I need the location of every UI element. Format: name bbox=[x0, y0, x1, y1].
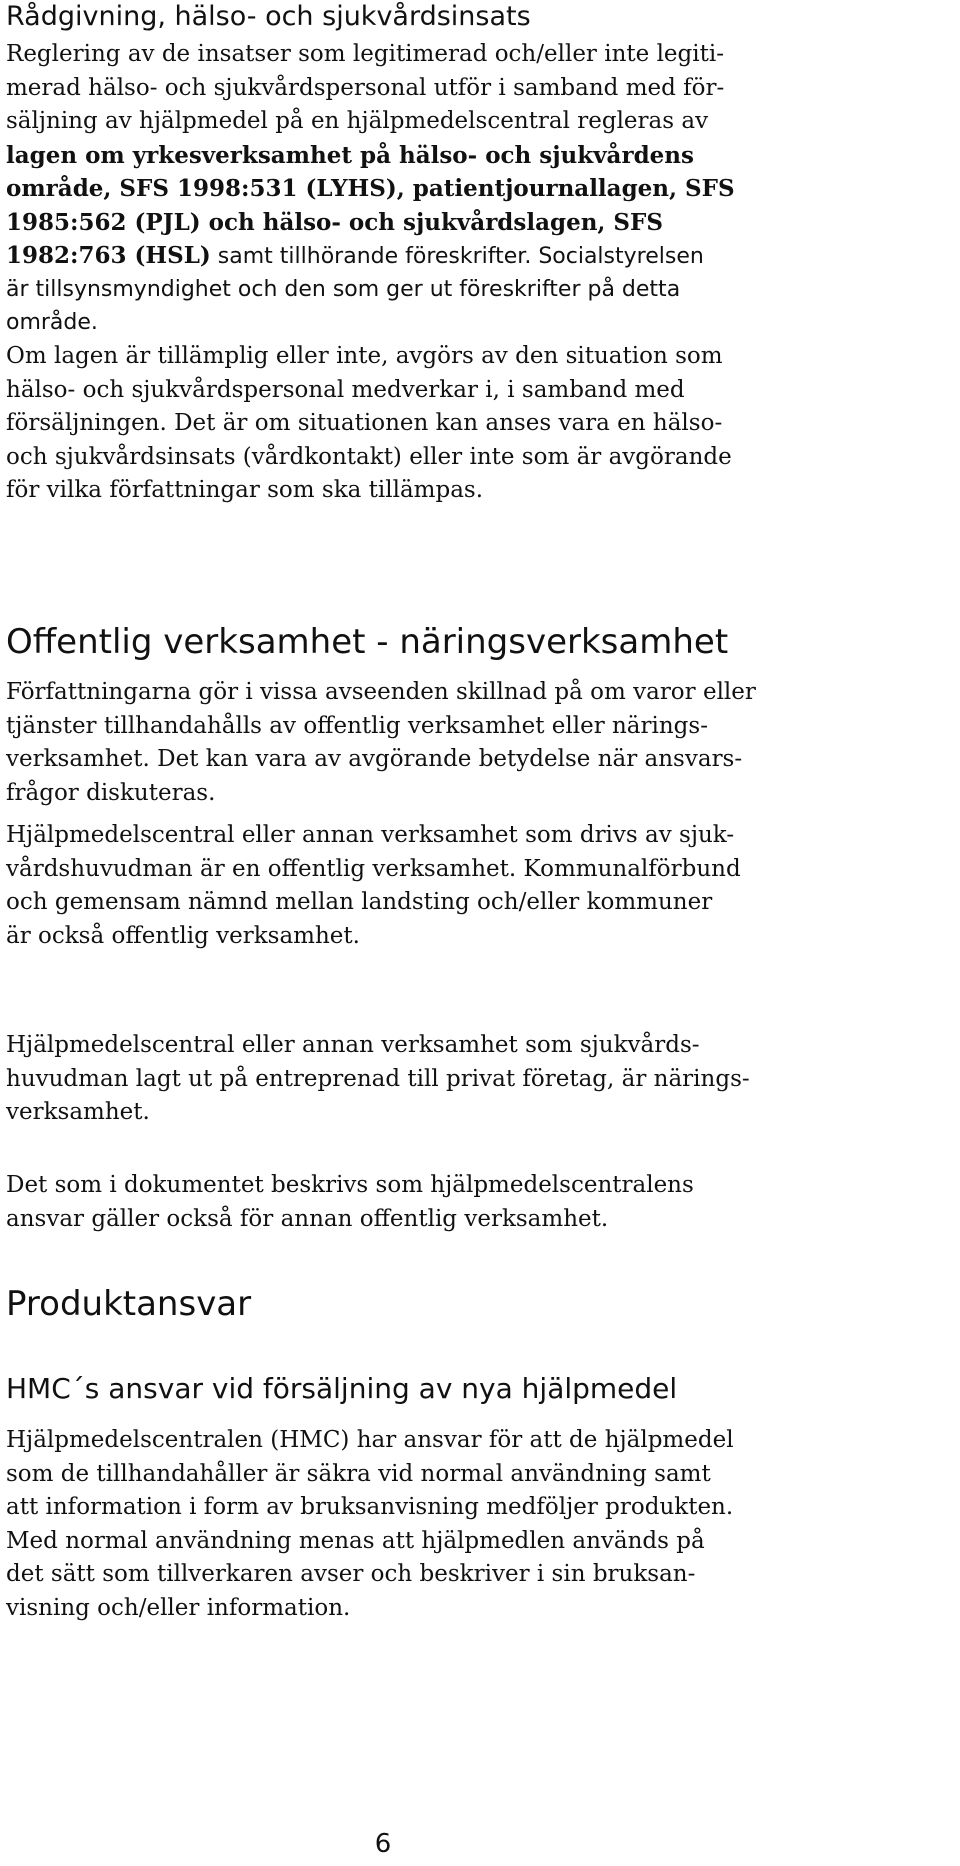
text-line: som de tillhandahåller är säkra vid normal användning samt bbox=[6, 1460, 711, 1487]
paragraph-applicability bbox=[6, 340, 732, 508]
text-line: Det som i dokumentet beskrivs som hjälpmedelscentralens bbox=[6, 1172, 694, 1198]
text-line: Reglering av de insatser som legitimerad och/eller inte legiti- bbox=[6, 41, 724, 67]
text-line: merad hälso- och sjukvårdspersonal utför i samband med för- bbox=[6, 74, 725, 101]
text-line-law-reference: område, SFS 1998:531 (LYHS), patientjournallagen, SFS bbox=[6, 175, 735, 202]
text-line: huvudman lagt ut på entreprenad till privat företag, är närings- bbox=[6, 1065, 750, 1092]
paragraph-hmc-responsibility bbox=[6, 1424, 734, 1625]
text-line: Hjälpmedelscentral eller annan verksamhet som drivs av sjuk- bbox=[6, 822, 735, 848]
text-line: och gemensam nämnd mellan landsting och/eller kommuner bbox=[6, 889, 713, 915]
text-line: försäljningen. Det är om situationen kan anses vara en hälso- bbox=[6, 410, 723, 436]
text-line: frågor diskuteras. bbox=[6, 779, 216, 806]
law-reference-hsl: 1982:763 (HSL) bbox=[6, 242, 211, 269]
text-line: Om lagen är tillämplig eller inte, avgörs av den situation som bbox=[6, 343, 723, 369]
paragraph-contracted-operation bbox=[6, 1029, 750, 1130]
text-line: ansvar gäller också för annan offentlig verksamhet. bbox=[6, 1205, 609, 1232]
text-line: visning och/eller information. bbox=[6, 1594, 351, 1621]
text-line: Författningarna gör i vissa avseenden skillnad på om varor eller bbox=[6, 679, 756, 705]
text-line: Hjälpmedelscentralen (HMC) har ansvar för att de hjälpmedel bbox=[6, 1427, 734, 1453]
text-line: vårdshuvudman är en offentlig verksamhet. Kommunalförbund bbox=[6, 855, 741, 882]
text-line: hälso- och sjukvårdspersonal medverkar i, i samband med bbox=[6, 376, 685, 403]
text-line: det sätt som tillverkaren avser och beskriver i sin bruksan- bbox=[6, 1561, 696, 1587]
text-line-law-reference: lagen om yrkesverksamhet på hälso- och sjukvårdens bbox=[6, 141, 694, 169]
text-line-mixed bbox=[6, 239, 735, 273]
paragraph-regulations-differ bbox=[6, 676, 756, 810]
section-heading-produktansvar: Produktansvar bbox=[6, 1284, 252, 1324]
paragraph-regulation bbox=[6, 38, 735, 340]
text-line: för vilka författningar som ska tillämpas. bbox=[6, 477, 484, 503]
text-fragment: Socialstyrelsen bbox=[531, 244, 704, 269]
text-line: verksamhet. bbox=[6, 1099, 150, 1125]
text-line: verksamhet. Det kan vara av avgörande betydelse när ansvars- bbox=[6, 746, 743, 772]
text-line: tjänster tillhandahålls av offentlig verksamhet eller närings- bbox=[6, 712, 708, 739]
page-number: 6 bbox=[374, 1829, 392, 1859]
text-line: Med normal användning menas att hjälpmedlen används på bbox=[6, 1527, 705, 1554]
text-line: är också offentlig verksamhet. bbox=[6, 922, 360, 949]
paragraph-responsibility-scope bbox=[6, 1169, 694, 1236]
subsection-heading-hmc: HMC´s ansvar vid försäljning av nya hjälpmedel bbox=[6, 1372, 678, 1405]
section-heading-offentlig: Offentlig verksamhet - näringsverksamhet bbox=[6, 622, 729, 662]
text-line: att information i form av bruksanvisning medföljer produkten. bbox=[6, 1494, 734, 1520]
section-heading-radgivning: Rådgivning, hälso- och sjukvårdsinsats bbox=[6, 1, 531, 32]
text-line: Hjälpmedelscentral eller annan verksamhet som sjukvårds- bbox=[6, 1032, 700, 1058]
text-line: och sjukvårdsinsats (vårdkontakt) eller inte som är avgörande bbox=[6, 443, 732, 470]
text-line: säljning av hjälpmedel på en hjälpmedelscentral regleras av bbox=[6, 108, 709, 134]
text-fragment: samt tillhörande föreskrifter. bbox=[210, 244, 532, 269]
text-line: är tillsynsmyndighet och den som ger ut föreskrifter på detta bbox=[6, 276, 681, 302]
text-line: område. bbox=[6, 310, 98, 335]
text-line-law-reference: 1985:562 (PJL) och hälso- och sjukvårdslagen, SFS bbox=[6, 208, 663, 236]
paragraph-public-operation bbox=[6, 819, 741, 953]
